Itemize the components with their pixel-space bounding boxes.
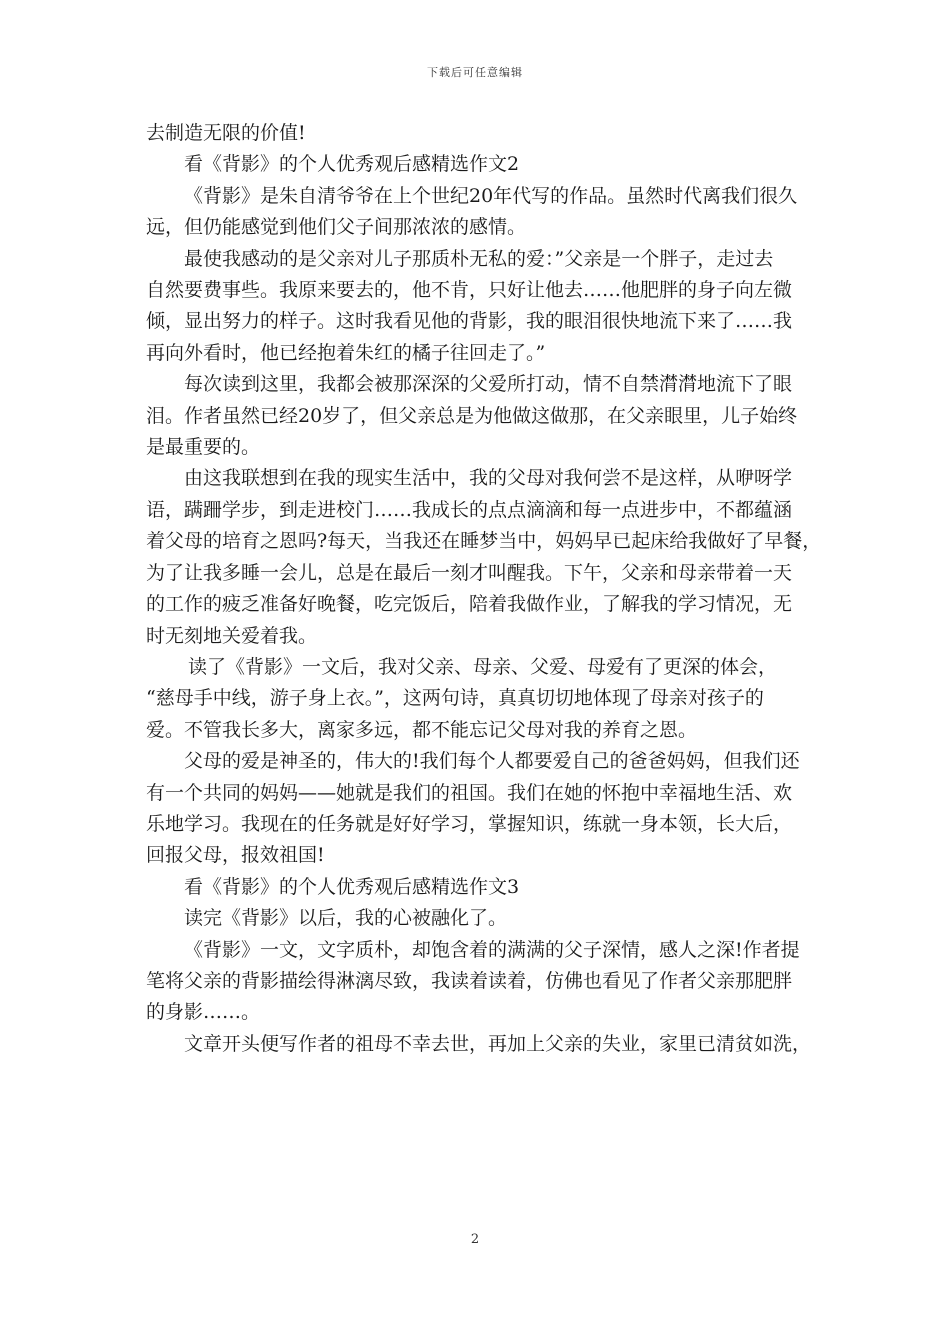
- paragraph-12: [146, 1029, 812, 1060]
- paragraph-10: [146, 903, 808, 934]
- paragraph-1: [146, 118, 808, 149]
- text-line: 读了《背影》一文后，我对父亲、母亲、父爱、母爱有了更深的体会，: [188, 655, 778, 678]
- text-line: 时无刻地关爱着我。: [146, 624, 318, 647]
- text-line: 再向外看时，他已经抱着朱红的橘子往回走了。”: [146, 341, 546, 364]
- text-line: 自然要费事些。我原来要去的，他不肯，只好让他去……他肥胖的身子向左微: [146, 279, 793, 302]
- text-line: 笔将父亲的背影描绘得淋漓尽致，我读着读着，仿佛也看见了作者父亲那肥胖: [146, 969, 793, 992]
- paragraph-3: [146, 181, 808, 244]
- text-line: 回报父母，报效祖国!: [146, 844, 325, 867]
- section-heading-2: [146, 149, 808, 180]
- paragraph-4: [146, 244, 808, 370]
- paragraph-11: [146, 935, 808, 1029]
- text-line: 《背影》是朱自清爷爷在上个世纪20年代写的作品。虽然时代离我们很久: [184, 184, 798, 207]
- text-line: 看《背影》的个人优秀观后感精选作文3: [184, 875, 520, 898]
- text-line: 泪。作者虽然已经20岁了，但父亲总是为他做这做那，在父亲眼里，儿子始终: [146, 404, 798, 427]
- text-line: 《背影》一文，文字质朴，却饱含着的满满的父子深情，感人之深!作者提: [184, 938, 800, 961]
- page-header: 下载后可任意编辑: [427, 66, 523, 79]
- section-heading-3: [146, 872, 808, 903]
- document-body: [146, 118, 822, 1060]
- text-line: 爱。不管我长多大，离家多远，都不能忘记父母对我的养育之恩。: [146, 718, 698, 741]
- text-line: 着父母的培育之恩吗?每天，当我还在睡梦当中，妈妈早已起床给我做好了早餐，: [146, 530, 822, 553]
- text-line: 最使我感动的是父亲对儿子那质朴无私的爱：”父亲是一个胖子，走过去: [184, 247, 774, 270]
- paragraph-6: [146, 463, 822, 651]
- text-line: “慈母手中线，游子身上衣。”，这两句诗，真真切切地体现了母亲对孩子的: [146, 687, 764, 710]
- text-line: 由这我联想到在我的现实生活中，我的父母对我何尝不是这样，从咿呀学: [184, 467, 793, 490]
- text-line: 每次读到这里，我都会被那深深的父爱所打动，情不自禁潸潸地流下了眼: [184, 373, 793, 396]
- text-line: 的工作的疲乏准备好晚餐，吃完饭后，陪着我做作业，了解我的学习情况，无: [146, 593, 793, 616]
- paragraph-7: [146, 652, 808, 746]
- text-line: 的身影……。: [146, 1001, 261, 1024]
- text-line: 乐地学习。我现在的任务就是好好学习，掌握知识，练就一身本领，长大后，: [146, 812, 793, 835]
- text-line: 是最重要的。: [146, 436, 261, 459]
- text-line: 倾，显出努力的样子。这时我看见他的背影，我的眼泪很快地流下来了……我: [146, 310, 793, 333]
- text-line: 读完《背影》以后，我的心被融化了。: [184, 907, 508, 930]
- text-line: 文章开头便写作者的祖母不幸去世，再加上父亲的失业，家里已清贫如洗，: [184, 1032, 812, 1055]
- text-line: 远，但仍能感觉到他们父子间那浓浓的感情。: [146, 216, 527, 239]
- text-line: 语，蹒跚学步，到走进校门……我成长的点点滴滴和每一点进步中，不都蕴涵: [146, 498, 793, 521]
- text-line: 有一个共同的妈妈——她就是我们的祖国。我们在她的怀抱中幸福地生活、欢: [146, 781, 793, 804]
- text-line: 为了让我多睡一会儿，总是在最后一刻才叫醒我。下午，父亲和母亲带着一天: [146, 561, 793, 584]
- text-line: 父母的爱是神圣的，伟大的!我们每个人都要爱自己的爸爸妈妈，但我们还: [184, 750, 800, 773]
- text-line: 看《背影》的个人优秀观后感精选作文2: [184, 153, 520, 176]
- text-line: 去制造无限的价值!: [146, 122, 306, 144]
- paragraph-8: [146, 746, 808, 872]
- paragraph-5: [146, 369, 808, 463]
- page-number: 2: [470, 1232, 480, 1247]
